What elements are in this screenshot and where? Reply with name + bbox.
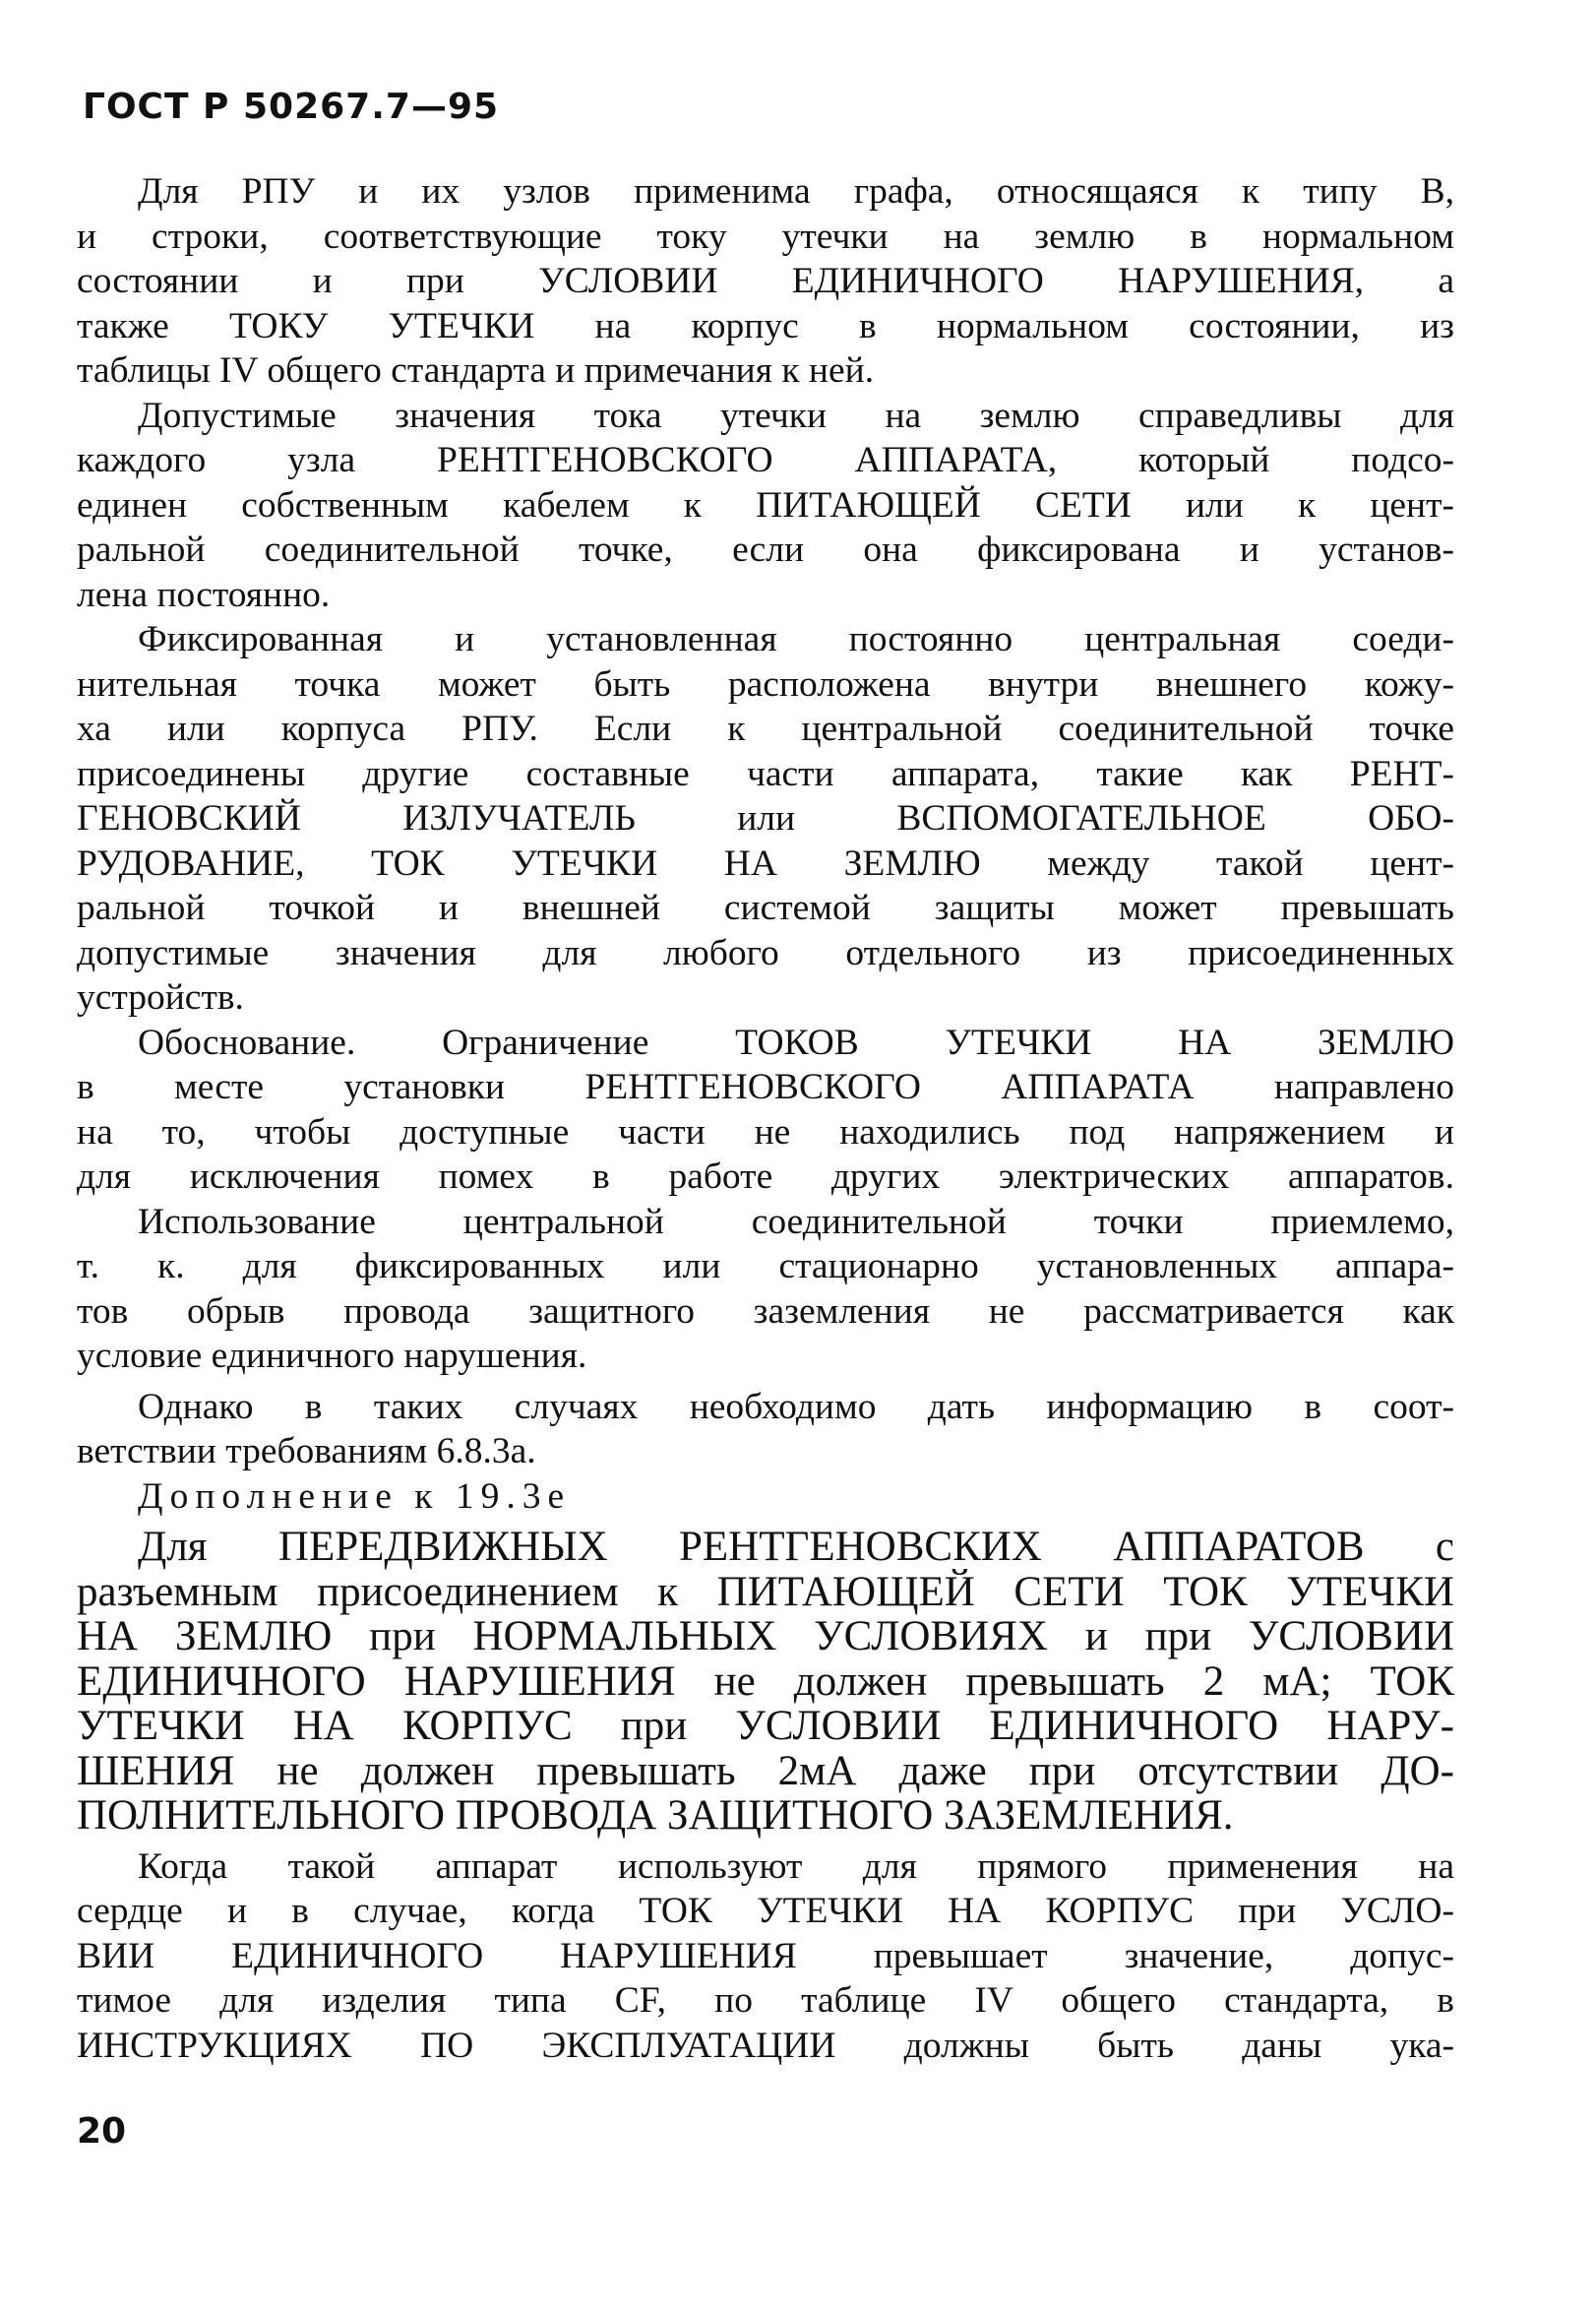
text-line: тимое для изделия типа CF, по таблице IV общего стандарта, в [77,1980,1454,2021]
text-line: т. к. для фиксированных или стационарно установленных аппара- [77,1246,1454,1286]
text-line: Использование центральной соединительной точки приемлемо, [138,1201,1454,1242]
text-line: условие единичного нарушения. [77,1336,587,1376]
text-line: разъемным присоединением к ПИТАЮЩЕЙ СЕТИ ТОК УТЕЧКИ [77,1568,1454,1615]
text-line: каждого узла РЕНТГЕНОВСКОГО АППАРАТА, который подсо- [77,440,1454,480]
text-line: ШЕНИЯ не должен превышать 2мА даже при отсутствии ДО- [77,1747,1454,1794]
text-line: допустимые значения для любого отдельного из присоединенных [77,932,1454,973]
text-line: лена постоянно. [77,574,331,615]
text-line: Обоснование. Ограничение ТОКОВ УТЕЧКИ НА ЗЕМЛЮ [138,1022,1454,1063]
text-line: для исключения помех в работе других электрических аппаратов. [77,1156,1454,1197]
text-line: ральной точкой и внешней системой защиты может превышать [77,888,1454,928]
text-line: Однако в таких случаях необходимо дать информацию в соот- [138,1386,1454,1427]
text-line: устройств. [77,977,244,1018]
text-line: единен собственным кабелем к ПИТАЮЩЕЙ СЕТИ или к цент- [77,484,1454,526]
text-line: ветствии требованиям 6.8.3а. [77,1431,536,1471]
text-line: Для РПУ и их узлов применима графа, относящаяся к типу В, [138,171,1454,212]
text-line: РУДОВАНИЕ, ТОК УТЕЧКИ НА ЗЕМЛЮ между такой цент- [77,843,1454,884]
text-line: ИНСТРУКЦИЯХ ПО ЭКСПЛУАТАЦИИ должны быть даны ука- [77,2025,1454,2066]
text-line: и строки, соответствующие току утечки на землю в нормальном [77,216,1454,257]
text-line: ральной соединительной точке, если она фиксирована и установ- [77,530,1454,570]
text-line: тов обрыв провода защитного заземления не рассматривается как [77,1290,1454,1332]
text-line: Для ПЕРЕДВИЖНЫХ РЕНТГЕНОВСКИХ АППАРАТОВ с [138,1524,1454,1570]
text-line: также ТОКУ УТЕЧКИ на корпус в нормальном состоянии, из [77,305,1454,346]
text-line: на то, чтобы доступные части не находились под напряжением и [77,1111,1454,1153]
text-line: присоединены другие составные части аппарата, такие как РЕНТ- [77,753,1454,794]
text-line: нительная точка может быть расположена внутри внешнего кожу- [77,663,1454,705]
document-header: ГОСТ Р 50267.7—95 [83,87,500,127]
text-line: ВИИ ЕДИНИЧНОГО НАРУШЕНИЯ превышает значение, допус- [77,1935,1454,1976]
text-line: ЕДИНИЧНОГО НАРУШЕНИЯ не должен превышать 2 мА; ТОК [77,1657,1454,1705]
text-line: состоянии и при УСЛОВИИ ЕДИНИЧНОГО НАРУШЕНИЯ, а [77,261,1454,301]
text-line: Допустимые значения тока утечки на землю справедливы для [138,395,1454,436]
text-line: Фиксированная и установленная постоянно центральная соеди- [138,619,1454,659]
page-number: 20 [77,2111,127,2152]
text-line: ха или корпуса РПУ. Если к центральной соединительной точке [77,709,1454,749]
section-heading: Дополнение к 19.3е [138,1475,572,1517]
text-line: УТЕЧКИ НА КОРПУС при УСЛОВИИ ЕДИНИЧНОГО НАРУ- [77,1703,1454,1749]
text-line: таблицы IV общего стандарта и примечания к ней. [77,350,875,391]
text-line: ГЕНОВСКИЙ ИЗЛУЧАТЕЛЬ или ВСПОМОГАТЕЛЬНОЕ ОБО- [77,798,1454,839]
text-line: сердце и в случае, когда ТОК УТЕЧКИ НА КОРПУС при УСЛО- [77,1891,1454,1931]
text-line: ПОЛНИТЕЛЬНОГО ПРОВОДА ЗАЩИТНОГО ЗАЗЕМЛЕНИЯ. [77,1792,1234,1839]
text-line: в месте установки РЕНТГЕНОВСКОГО АППАРАТА направлено [77,1067,1454,1107]
text-line: Когда такой аппарат используют для прямого применения на [138,1845,1454,1887]
body-text [77,169,1454,2068]
text-line: НА ЗЕМЛЮ при НОРМАЛЬНЫХ УСЛОВИЯХ и при УСЛОВИИ [77,1613,1454,1659]
